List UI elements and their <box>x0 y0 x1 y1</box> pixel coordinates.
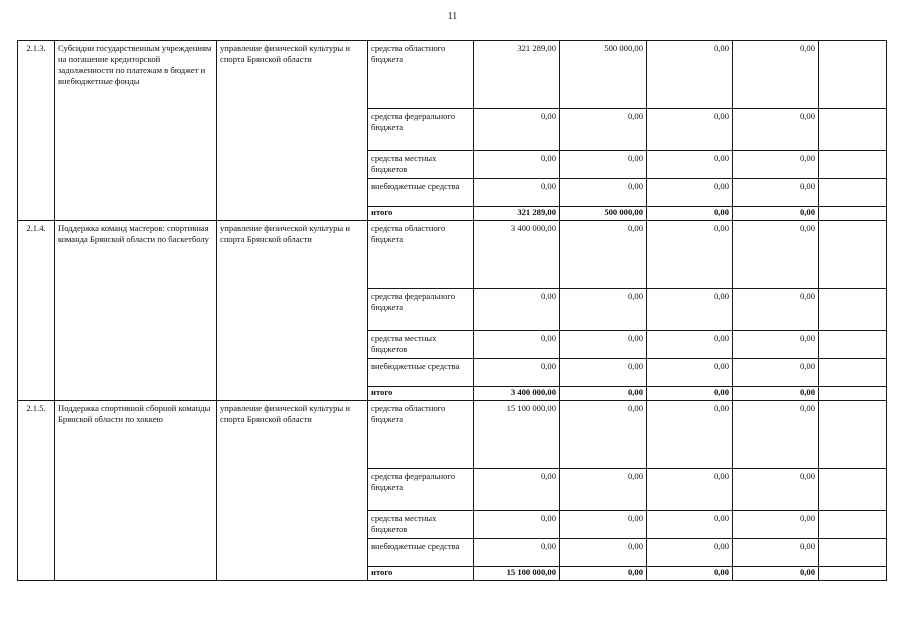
amount-cell: 0,00 <box>474 179 560 207</box>
item-executor: управление физической культуры и спорта Брянской области <box>217 221 368 401</box>
item-name: Поддержка команд мастеров: спортивная команда Брянской области по баскетболу <box>55 221 217 401</box>
amount-cell: 0,00 <box>647 331 733 359</box>
total-amount-cell: 321 289,00 <box>474 207 560 221</box>
amount-cell: 0,00 <box>733 331 819 359</box>
total-amount-cell: 15 100 000,00 <box>474 567 560 581</box>
amount-cell: 0,00 <box>647 511 733 539</box>
amount-cell: 321 289,00 <box>474 41 560 109</box>
funding-source: средства местных бюджетов <box>368 151 474 179</box>
total-amount-cell: 0,00 <box>647 567 733 581</box>
amount-cell: 0,00 <box>474 511 560 539</box>
funding-source: средства областного бюджета <box>368 221 474 289</box>
amount-cell <box>819 469 887 511</box>
amount-cell: 0,00 <box>733 109 819 151</box>
amount-cell: 0,00 <box>647 401 733 469</box>
item-name: Поддержка спортивной сборной команды Брянской области по хоккею <box>55 401 217 581</box>
funding-source: внебюджетные средства <box>368 179 474 207</box>
amount-cell <box>819 221 887 289</box>
amount-cell: 0,00 <box>560 539 647 567</box>
amount-cell: 0,00 <box>733 151 819 179</box>
amount-cell: 0,00 <box>647 151 733 179</box>
amount-cell: 0,00 <box>560 179 647 207</box>
amount-cell: 0,00 <box>474 539 560 567</box>
table-row <box>18 41 887 109</box>
amount-cell: 0,00 <box>733 469 819 511</box>
funding-source: средства федерального бюджета <box>368 289 474 331</box>
amount-cell: 0,00 <box>647 539 733 567</box>
funding-source: внебюджетные средства <box>368 359 474 387</box>
amount-cell <box>819 151 887 179</box>
amount-cell: 0,00 <box>560 331 647 359</box>
amount-cell: 0,00 <box>560 109 647 151</box>
amount-cell <box>819 179 887 207</box>
total-amount-cell: 0,00 <box>733 567 819 581</box>
amount-cell: 0,00 <box>560 221 647 289</box>
amount-cell: 0,00 <box>647 359 733 387</box>
total-label: итого <box>368 207 474 221</box>
funding-source: средства федерального бюджета <box>368 109 474 151</box>
amount-cell: 0,00 <box>560 511 647 539</box>
amount-cell: 0,00 <box>474 289 560 331</box>
total-amount-cell: 0,00 <box>560 387 647 401</box>
total-amount-cell: 0,00 <box>733 387 819 401</box>
total-amount-cell: 0,00 <box>647 207 733 221</box>
budget-table <box>17 40 887 581</box>
amount-cell: 0,00 <box>474 359 560 387</box>
amount-cell <box>819 359 887 387</box>
amount-cell: 0,00 <box>560 359 647 387</box>
amount-cell: 0,00 <box>474 469 560 511</box>
amount-cell: 0,00 <box>647 41 733 109</box>
amount-cell <box>819 41 887 109</box>
amount-cell: 0,00 <box>474 151 560 179</box>
amount-cell: 500 000,00 <box>560 41 647 109</box>
total-amount-cell <box>819 207 887 221</box>
item-executor: управление физической культуры и спорта Брянской области <box>217 41 368 221</box>
total-amount-cell: 500 000,00 <box>560 207 647 221</box>
amount-cell: 0,00 <box>647 469 733 511</box>
item-number: 2.1.5. <box>18 401 55 581</box>
amount-cell: 0,00 <box>647 221 733 289</box>
amount-cell: 0,00 <box>733 41 819 109</box>
amount-cell: 0,00 <box>733 179 819 207</box>
funding-source: средства федерального бюджета <box>368 469 474 511</box>
table-row <box>18 401 887 469</box>
amount-cell: 0,00 <box>560 289 647 331</box>
amount-cell: 0,00 <box>560 469 647 511</box>
amount-cell <box>819 109 887 151</box>
amount-cell: 0,00 <box>647 179 733 207</box>
total-amount-cell: 0,00 <box>647 387 733 401</box>
total-amount-cell: 0,00 <box>733 207 819 221</box>
table-row <box>18 221 887 289</box>
amount-cell: 0,00 <box>474 109 560 151</box>
amount-cell: 0,00 <box>733 539 819 567</box>
total-label: итого <box>368 567 474 581</box>
item-name: Субсидии государственным учреждениям на погашение кредиторской задолженности по платежам в бюджет и внебюджетные фонды <box>55 41 217 221</box>
amount-cell <box>819 289 887 331</box>
funding-source: средства областного бюджета <box>368 41 474 109</box>
amount-cell: 0,00 <box>733 289 819 331</box>
item-number: 2.1.3. <box>18 41 55 221</box>
funding-source: внебюджетные средства <box>368 539 474 567</box>
amount-cell: 0,00 <box>647 289 733 331</box>
amount-cell: 0,00 <box>733 401 819 469</box>
total-amount-cell <box>819 387 887 401</box>
amount-cell: 0,00 <box>560 401 647 469</box>
amount-cell <box>819 331 887 359</box>
amount-cell: 0,00 <box>733 511 819 539</box>
amount-cell: 0,00 <box>733 221 819 289</box>
amount-cell <box>819 511 887 539</box>
item-number: 2.1.4. <box>18 221 55 401</box>
amount-cell: 15 100 000,00 <box>474 401 560 469</box>
amount-cell <box>819 539 887 567</box>
amount-cell: 3 400 000,00 <box>474 221 560 289</box>
page-number: 11 <box>447 11 458 22</box>
item-executor: управление физической культуры и спорта Брянской области <box>217 401 368 581</box>
funding-source: средства местных бюджетов <box>368 511 474 539</box>
amount-cell: 0,00 <box>560 151 647 179</box>
funding-source: средства областного бюджета <box>368 401 474 469</box>
total-label: итого <box>368 387 474 401</box>
amount-cell: 0,00 <box>474 331 560 359</box>
total-amount-cell: 0,00 <box>560 567 647 581</box>
amount-cell <box>819 401 887 469</box>
amount-cell: 0,00 <box>733 359 819 387</box>
total-amount-cell: 3 400 000,00 <box>474 387 560 401</box>
total-amount-cell <box>819 567 887 581</box>
amount-cell: 0,00 <box>647 109 733 151</box>
funding-source: средства местных бюджетов <box>368 331 474 359</box>
